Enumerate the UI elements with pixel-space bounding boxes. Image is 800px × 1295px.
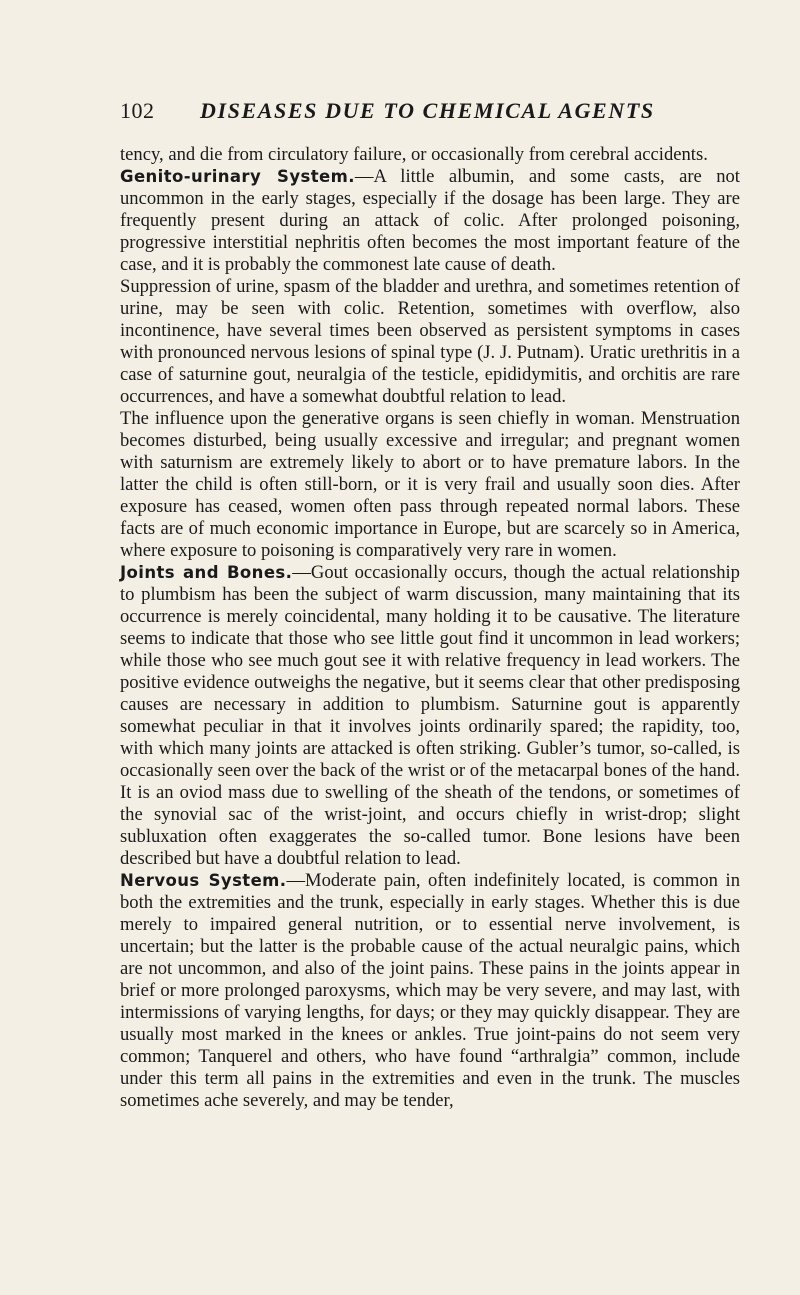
paragraph-text: tency, and die from circulatory failure, or occasionally from cerebral accidents.	[120, 144, 708, 165]
page-number: 102	[120, 98, 155, 123]
paragraph-joints-bones	[120, 562, 740, 870]
section-heading-genito-urinary: Genito-urinary System.	[120, 167, 355, 186]
paragraph-nervous-system	[120, 870, 740, 1112]
section-heading-nervous-system: Nervous System.	[120, 871, 287, 890]
paragraph-circulatory	[120, 144, 740, 166]
paragraph-text: —A little albumin, and some casts, are not uncommon in the early stages, especially if the dosage has been large. They are frequently present during an attack of colic. After prolonged poisoning, progressive interstitial nephritis often becomes the most important feature of the case, and it is probably the commonest late cause of death.	[120, 166, 740, 275]
running-head: DISEASES DUE TO CHEMICAL AGENTS	[200, 98, 655, 123]
body-text	[120, 144, 740, 1112]
paragraph-text: Suppression of urine, spasm of the bladder and urethra, and sometimes retention of urine, may be seen with colic. Retention, sometimes with overflow, also incontinence, have several times been observed as persistent symptoms in cases with pronounced nervous lesions of spinal type (J. J. Putnam). Uratic urethritis in a case of saturnine gout, neuralgia of the testicle, epididymitis, and orchitis are rare occurrences, and have a somewhat doubtful relation to lead.	[120, 276, 740, 407]
paragraph-text: —Gout occasionally occurs, though the actual relationship to plumbism has been the subject of warm discussion, many maintaining that its occurrence is merely coincidental, many holding it to be causative. The literature seems to indicate that those who see little gout find it uncommon in lead workers; while those who see much gout see it with relative frequency in lead workers. The positive evidence outweighs the negative, but it seems clear that other predisposing causes are necessary in addition to plumbism. Saturnine gout is apparently somewhat peculiar in that it involves joints ordinarily spared; the rapidity, too, with which many joints are attacked is often striking. Gubler’s tumor, so-called, is occasionally seen over the back of the wrist or of the metacarpal bones of the hand. It is an oviod mass due to swelling of the sheath of the tendons, or sometimes of the synovial sac of the wrist-joint, and occurs chiefly in wrist-drop; slight subluxation often exaggerates the so-called tumor. Bone lesions have been described but have a doubtful relation to lead.	[120, 562, 740, 869]
paragraph-suppression	[120, 276, 740, 408]
page-header	[120, 98, 740, 128]
paragraph-text: —Moderate pain, often indefinitely located, is common in both the extremities and the trunk, especially in early stages. Whether this is due merely to impaired general nutrition, or to essential nerve involvement, is uncertain; but the latter is the probable cause of the actual neuralgic pains, which are not uncommon, and also of the joint pains. These pains in the joints appear in brief or more prolonged paroxysms, which may be very severe, and may last, with intermissions of varying lengths, for days; or they may quickly disappear. They are usually most marked in the knees or ankles. True joint-pains do not seem very common; Tanquerel and others, who have found “arthralgia” common, include under this term all pains in the extremities and even in the trunk. The muscles sometimes ache severely, and may be tender,	[120, 870, 740, 1111]
paragraph-genito-urinary	[120, 166, 740, 276]
section-heading-joints-bones: Joints and Bones.	[120, 563, 293, 582]
paragraph-text: The influence upon the generative organs is seen chiefly in woman. Menstruation becomes disturbed, being usually excessive and irregular; and pregnant women with saturnism are extremely likely to abort or to have premature labors. In the latter the child is often still-born, or it is very frail and usually soon dies. After exposure has ceased, women often pass through repeated normal labors. These facts are of much economic importance in Europe, but are scarcely so in America, where exposure to poisoning is comparatively very rare in women.	[120, 408, 740, 561]
paragraph-generative-organs	[120, 408, 740, 562]
